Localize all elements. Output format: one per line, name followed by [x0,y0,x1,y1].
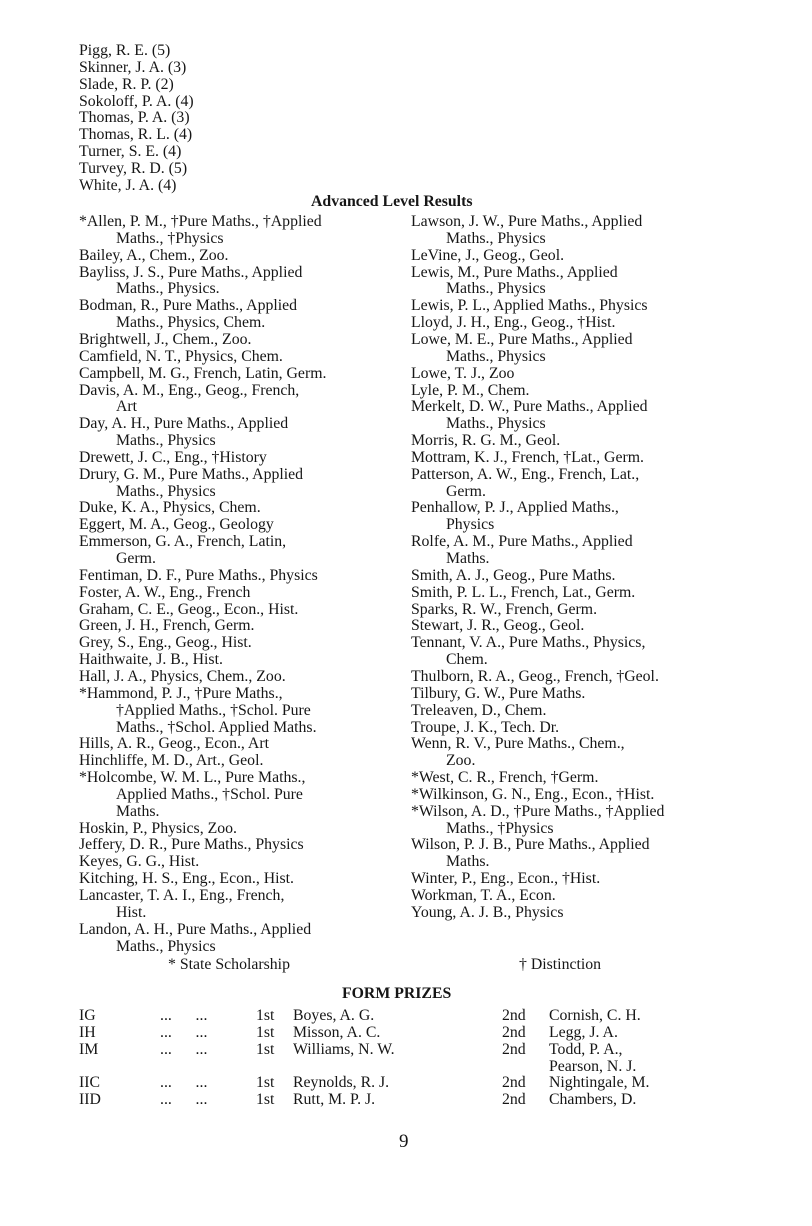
result-entry-continuation: Maths., Physics [446,229,546,247]
result-entry: *Allen, P. M., †Pure Maths., †Applied [79,213,322,230]
result-entry-continuation: Maths., †Physics [116,229,224,247]
result-entry: Wenn, R. V., Pure Maths., Chem., [411,735,625,753]
legend-distinction: † Distinction [519,956,602,973]
result-entry: Day, A. H., Pure Maths., Applied [79,415,289,433]
prize-first-label: 1st [256,1091,275,1109]
result-entry: Keyes, G. G., Hist. [79,853,200,871]
prize-leader-dots: ... ... [160,1023,208,1041]
result-entry: Lewis, M., Pure Maths., Applied [411,263,618,281]
result-entry: Drury, G. M., Pure Maths., Applied [79,465,304,483]
section-heading-form-prizes: FORM PRIZES [342,985,452,1002]
result-entry-continuation: Applied Maths., †Schol. Pure [116,785,303,803]
prize-first-label: 1st [256,1007,275,1024]
top-list-entry: Thomas, P. A. (3) [79,109,190,127]
result-entry: Tennant, V. A., Pure Maths., Physics, [411,634,646,652]
prize-second-label: 2nd [502,1023,526,1041]
prize-leader-dots: ... ... [160,1091,208,1109]
result-entry: LeVine, J., Geog., Geol. [411,246,565,264]
result-entry: Patterson, A. W., Eng., French, Lat., [411,465,640,483]
result-entry: Grey, S., Eng., Geog., Hist. [79,634,252,652]
result-entry: Hall, J. A., Physics, Chem., Zoo. [79,667,286,685]
prize-second-label: 2nd [502,1091,526,1109]
prize-form: IG [79,1007,96,1024]
prize-leader-dots: ... ... [160,1074,208,1092]
result-entry: Wilson, P. J. B., Pure Maths., Applied [411,836,650,854]
result-entry: *Holcombe, W. M. L., Pure Maths., [79,769,306,787]
prize-second-winner: Cornish, C. H. [549,1007,641,1024]
result-entry-continuation: Germ. [446,482,486,500]
result-entry: Rolfe, A. M., Pure Maths., Applied [411,533,633,551]
result-entry: Drewett, J. C., Eng., †History [79,448,267,466]
result-entry: Hoskin, P., Physics, Zoo. [79,819,237,837]
result-entry: Haithwaite, J. B., Hist. [79,651,223,669]
legend-state-scholarship: * State Scholarship [168,956,290,973]
result-entry: Penhallow, P. J., Applied Maths., [411,499,619,517]
result-entry-continuation: Maths., Physics [116,482,216,500]
top-list-entry: Skinner, J. A. (3) [79,58,187,76]
result-entry: Troupe, J. K., Tech. Dr. [411,718,560,736]
result-entry-continuation: Art [116,398,138,416]
result-entry: *Hammond, P. J., †Pure Maths., [79,684,283,702]
prize-leader-dots: ... ... [160,1007,208,1024]
result-entry-continuation: Hist. [116,903,147,921]
result-entry: Fentiman, D. F., Pure Maths., Physics [79,566,318,584]
prize-first-winner: Williams, N. W. [293,1040,395,1058]
result-entry: Kitching, H. S., Eng., Econ., Hist. [79,870,295,888]
result-entry-continuation: Zoo. [446,752,476,770]
prize-second-label: 2nd [502,1007,526,1024]
prize-first-label: 1st [256,1023,275,1041]
result-entry: Workman, T. A., Econ. [411,887,556,904]
top-list-entry: Turvey, R. D. (5) [79,159,188,177]
prize-form: IH [79,1023,96,1041]
result-entry: Hills, A. R., Geog., Econ., Art [79,735,269,753]
prize-second-winner: Nightingale, M. [549,1074,650,1092]
result-entry-continuation: Maths., Physics [446,347,546,365]
result-entry: Green, J. H., French, Germ. [79,617,255,635]
result-entry-continuation: Physics [446,516,495,534]
result-entry: Campbell, M. G., French, Latin, Germ. [79,364,327,382]
top-list-entry: Turner, S. E. (4) [79,143,182,161]
result-entry: Winter, P., Eng., Econ., †Hist. [411,870,601,888]
result-entry: Merkelt, D. W., Pure Maths., Applied [411,398,648,416]
result-entry: Landon, A. H., Pure Maths., Applied [79,920,312,938]
result-entry-continuation: †Applied Maths., †Schol. Pure [116,701,311,719]
result-entry: Brightwell, J., Chem., Zoo. [79,330,252,348]
prize-form: IID [79,1091,101,1109]
result-entry: Stewart, J. R., Geog., Geol. [411,617,585,635]
result-entry: Davis, A. M., Eng., Geog., French, [79,381,300,399]
result-entry: *Wilson, A. D., †Pure Maths., †Applied [411,802,665,820]
result-entry: Lancaster, T. A. I., Eng., French, [79,887,285,904]
result-entry: *West, C. R., French, †Germ. [411,769,599,787]
top-list-entry: Sokoloff, P. A. (4) [79,92,194,110]
result-entry: Bayliss, J. S., Pure Maths., Applied [79,263,303,281]
top-list-entry: Thomas, R. L. (4) [79,126,193,144]
result-entry-continuation: Maths., Physics, Chem. [116,314,266,332]
result-entry: Mottram, K. J., French, †Lat., Germ. [411,448,644,466]
prize-first-winner: Boyes, A. G. [293,1007,375,1024]
result-entry: Smith, P. L. L., French, Lat., Germ. [411,583,636,601]
result-entry: Eggert, M. A., Geog., Geology [79,516,274,534]
prize-first-label: 1st [256,1040,275,1058]
result-entry: Thulborn, R. A., Geog., French, †Geol. [411,667,659,685]
result-entry: Camfield, N. T., Physics, Chem. [79,347,283,365]
result-entry: Sparks, R. W., French, Germ. [411,600,598,618]
result-entry: Duke, K. A., Physics, Chem. [79,499,261,517]
result-entry-continuation: Maths. [446,853,490,871]
result-entry: Bodman, R., Pure Maths., Applied [79,297,298,315]
result-entry: Lowe, T. J., Zoo [411,364,515,382]
result-entry: Young, A. J. B., Physics [411,903,564,921]
result-entry: Emmerson, G. A., French, Latin, [79,533,287,551]
result-entry: Lawson, J. W., Pure Maths., Applied [411,213,643,230]
result-entry: Lewis, P. L., Applied Maths., Physics [411,297,648,315]
result-entry: Smith, A. J., Geog., Pure Maths. [411,566,616,584]
result-entry-continuation: Maths. [446,550,490,567]
result-entry: Foster, A. W., Eng., French [79,583,251,601]
result-entry-continuation: Maths., Physics [446,415,546,433]
result-entry: Lloyd, J. H., Eng., Geog., †Hist. [411,314,616,332]
result-entry: Lyle, P. M., Chem. [411,381,530,399]
top-list-entry: White, J. A. (4) [79,176,177,194]
result-entry: Treleaven, D., Chem. [411,701,547,719]
result-entry: *Wilkinson, G. N., Eng., Econ., †Hist. [411,785,655,803]
result-entry-continuation: Maths., †Schol. Applied Maths. [116,718,317,736]
result-entry-continuation: Chem. [446,651,488,669]
page-number: 9 [399,1131,409,1152]
prize-form: IM [79,1040,99,1058]
top-list-entry: Pigg, R. E. (5) [79,42,171,59]
prize-second-winner: Chambers, D. [549,1091,637,1109]
result-entry-continuation: Maths., Physics. [116,280,220,298]
prize-second-label: 2nd [502,1040,526,1058]
prize-second-label: 2nd [502,1074,526,1092]
result-entry-continuation: Maths., Physics [116,432,216,450]
prize-first-winner: Rutt, M. P. J. [293,1091,376,1109]
prize-second-winner: Legg, J. A. [549,1023,618,1041]
prize-form: IIC [79,1074,101,1092]
prize-first-label: 1st [256,1074,275,1092]
result-entry-continuation: Germ. [116,550,156,567]
result-entry: Bailey, A., Chem., Zoo. [79,246,229,264]
result-entry: Hinchliffe, M. D., Art., Geol. [79,752,264,770]
prize-first-winner: Misson, A. C. [293,1023,381,1041]
section-heading-advanced-level: Advanced Level Results [311,193,473,210]
result-entry: Jeffery, D. R., Pure Maths., Physics [79,836,304,854]
result-entry: Morris, R. G. M., Geol. [411,432,561,450]
result-entry-continuation: Maths. [116,802,160,820]
top-list-entry: Slade, R. P. (2) [79,75,174,93]
prize-second-winner: Pearson, N. J. [549,1057,637,1075]
prize-leader-dots: ... ... [160,1040,208,1058]
result-entry: Graham, C. E., Geog., Econ., Hist. [79,600,299,618]
result-entry-continuation: Maths., Physics [446,280,546,298]
result-entry-continuation: Maths., †Physics [446,819,554,837]
result-entry-continuation: Maths., Physics [116,937,216,955]
result-entry: Tilbury, G. W., Pure Maths. [411,684,586,702]
prize-second-winner: Todd, P. A., [549,1040,623,1058]
prize-first-winner: Reynolds, R. J. [293,1074,390,1092]
result-entry: Lowe, M. E., Pure Maths., Applied [411,330,633,348]
